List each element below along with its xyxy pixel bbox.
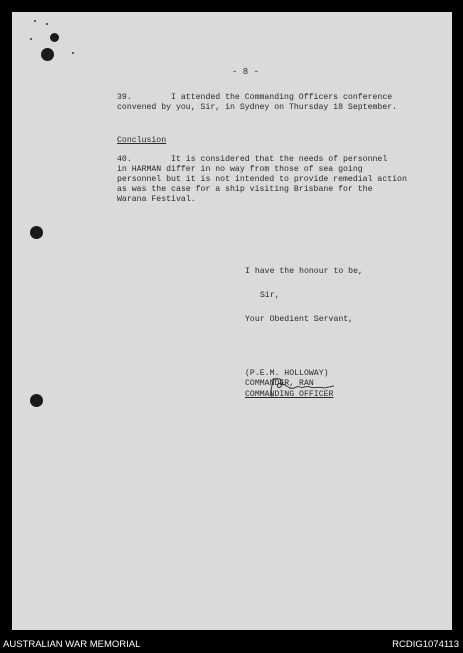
speck [34, 20, 36, 22]
section-heading: Conclusion [117, 136, 167, 145]
punch-hole-bottom [30, 394, 43, 407]
speck [30, 38, 32, 40]
signatory-name: (P.E.M. HOLLOWAY) [245, 369, 329, 378]
paragraph-39: 39. I attended the Commanding Officers conference convened by you, Sir, in Sydney on Thursday 18 September. [117, 93, 398, 112]
footer-source: AUSTRALIAN WAR MEMORIAL [3, 639, 141, 650]
speck [72, 52, 74, 54]
signatory-title: COMMANDING OFFICER [245, 390, 334, 399]
archive-footer [0, 637, 463, 653]
signatory-rank: COMMANDER, RAN [245, 379, 314, 388]
footer-id: RCDIG1074113 [392, 639, 459, 650]
paragraph-40: 40. It is considered that the needs of personnel in HARMAN differ in no way from those of sea going personnel but it is not intended to provide remedial action as was the case for a ship visiting Brisbane for the Warana Festival. [117, 155, 407, 204]
valediction: Your Obedient Servant, [245, 315, 354, 324]
speck [46, 23, 48, 25]
punch-hole-top [41, 48, 54, 61]
punch-hole-middle [30, 226, 43, 239]
ink-blot [50, 33, 59, 42]
page-number: - 8 - [232, 67, 260, 77]
salutation: Sir, [260, 291, 280, 300]
document-page [12, 12, 452, 630]
closing-line: I have the honour to be, [245, 267, 363, 276]
